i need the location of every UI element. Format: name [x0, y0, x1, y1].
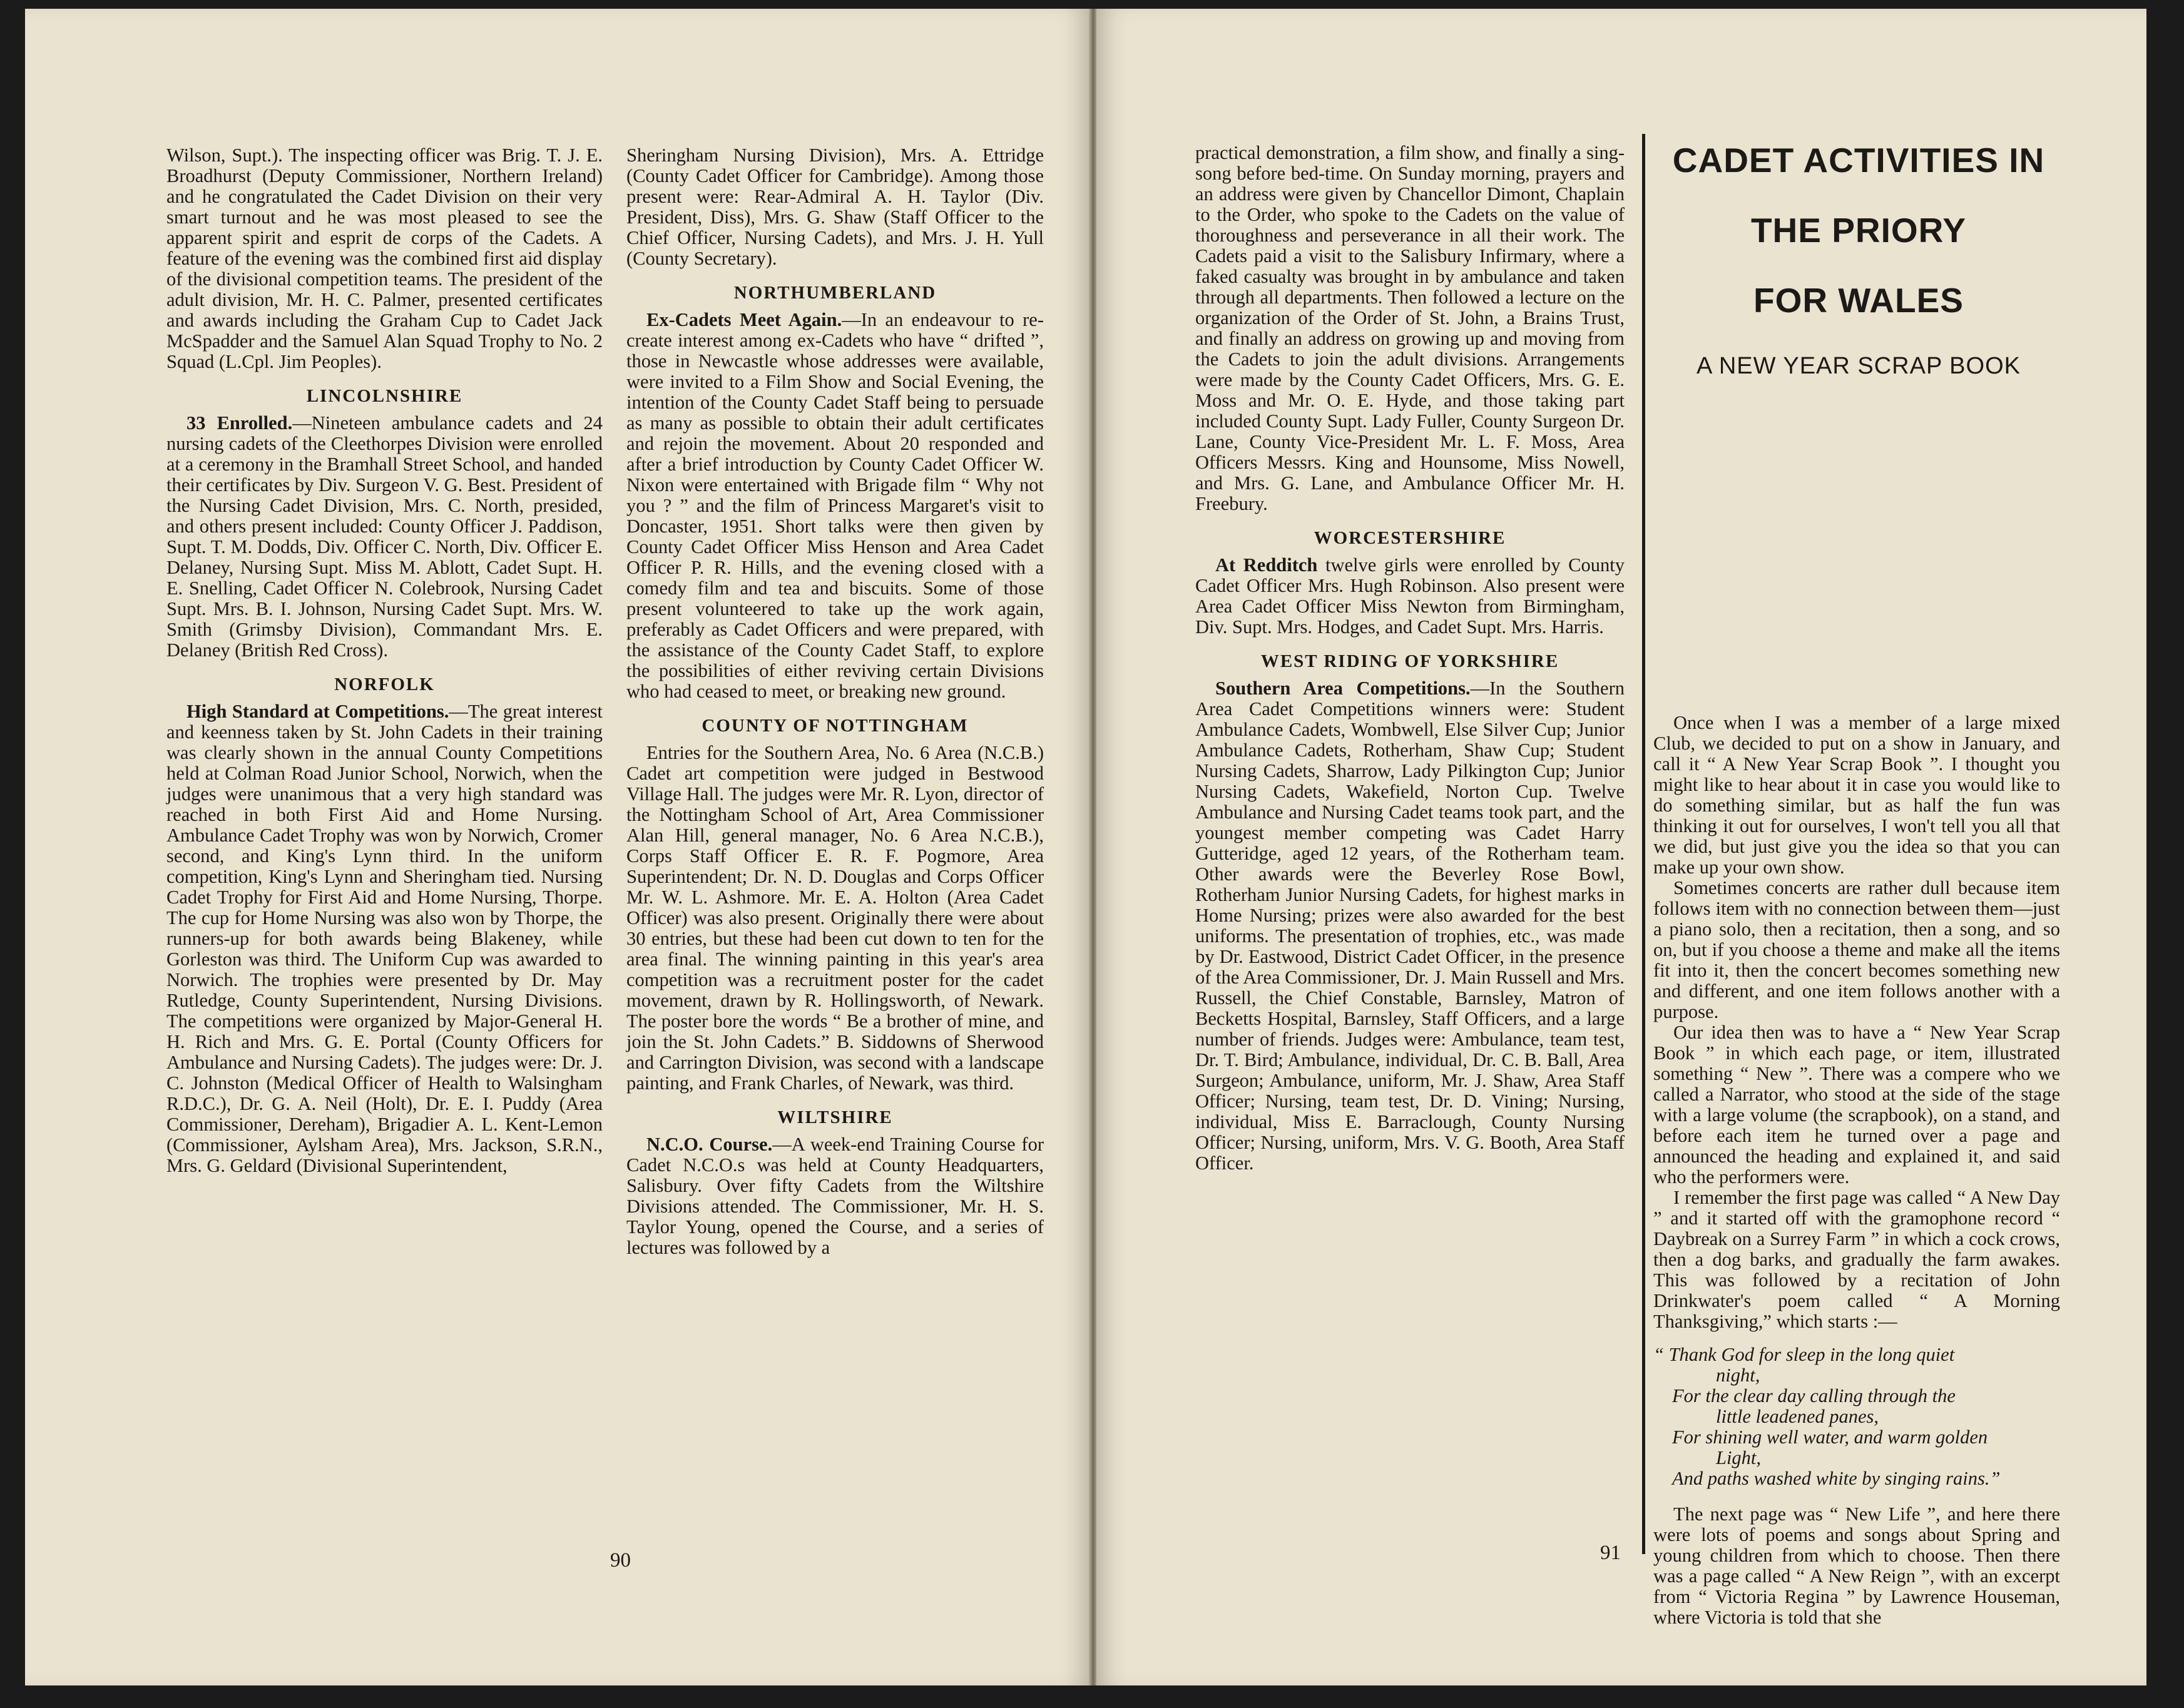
wiltshire-heading: WILTSHIRE	[777, 1107, 893, 1127]
poem-line: And paths washed white by singing rains.”	[1672, 1468, 2001, 1489]
right-column-1	[1195, 143, 1625, 1174]
magazine-spread	[25, 9, 2146, 1685]
poem-line: “ Thank God for sleep in the long quiet	[1653, 1344, 1955, 1365]
worcestershire-paragraph: At Redditch twelve girls were enrolled by County Cadet Officer Mrs. Hugh Robinson. Also present were Area Cadet Officer Miss Newton from Birmingham, Div. Supt. Mrs. Hodges, and Cadet Supt. Mrs. Harris.	[1195, 554, 1625, 638]
poem-line: Light,	[1716, 1447, 1762, 1468]
salisbury-paragraph: practical demonstration, a film show, and finally a sing-song before bed-time. On Sunday morning, prayers and an address were given by Chancellor Dimont, Chaplain to the Order, who spoke to the Cadets on the value of thoroughness and perseverance in all their work. The Cadets paid a visit to the Salisbury Infirmary, where a faked casualty was brought in by ambulance and taken through all departments. Then followed a lecture on the organization of the Order of St. John, a Brains Trust, and finally an address on growing up and moving from the Cadets to join the adult divisions. Arrangements were made by the County Cadet Officers, Mrs. G. E. Moss and Mr. O. E. Hyde, and those taking part included County Supt. Lady Fuller, County Surgeon Dr. Lane, County Vice-President Mr. L. F. Moss, Area Officers Messrs. King and Hounsome, Miss Nowell, and Mrs. G. Lane, and Ambulance Officer Mr. H. Freebury.	[1195, 142, 1625, 514]
northumberland-paragraph: Ex-Cadets Meet Again.—In an endeavour to re-create interest among ex-Cadets who have “ drifted ”, those in Newcastle whose addresses were available, were invited to a Film Show and Social Evening, the intention of the County Cadet Staff being to persuade as many as possible to obtain their adult certificates and rejoin the movement. About 20 responded and after a brief introduction by County Cadet Officer W. Nixon were entertained with Brigade film “ Why not you ? ” and the film of Princess Margaret's visit to Doncaster, 1951. Short talks were then given by County Cadet Officer Miss Henson and Area Cadet Officer P. R. Hills, and the evening closed with a comedy film and tea and biscuits. Some of those present volunteered to take up the work again, preferably as Cadet Officers and were prepared, with the assistance of the County Cadet Staff, to explore the possibilities of either reviving certain Divisions who had ceased to meet, or breaking new ground.	[626, 309, 1044, 702]
lincolnshire-heading: LINCOLNSHIRE	[306, 386, 463, 406]
poem-line: For the clear day calling through the	[1672, 1385, 1956, 1406]
yorkshire-heading: WEST RIDING OF YORKSHIRE	[1260, 651, 1559, 671]
feature-title-line-2: THE PRIORY	[1750, 211, 1967, 250]
page-number-right: 91	[1600, 1542, 1621, 1564]
feature-title-line-1: CADET ACTIVITIES IN	[1672, 141, 2045, 180]
norfolk-paragraph: High Standard at Competitions.—The great interest and keenness taken by St. John Cadets in their training was clearly shown in the annual County Competitions held at Colman Road Junior School, Norwich, when the judges were unanimous that a very high standard was reached in both First Aid and Home Nursing. Ambulance Cadet Trophy was won by Norwich, Cromer second, and King's Lynn third. In the uniform competition, King's Lynn and Sheringham tied. Nursing Cadet Trophy for First Aid and Home Nursing, Thorpe. The cup for Home Nursing was also won by Thorpe, the runners-up for both awards being Blakeney, while Gorleston was third. The Uniform Cup was awarded to Norwich. The trophies were presented by Dr. May Rutledge, County Superintendent, Nursing Divisions. The competitions were organized by Major-General H. H. Rich and Mrs. G. E. Portal (County Officers for Ambulance and Nursing Cadets). The judges were: Dr. J. C. Johnston (Medical Officer of Health to Walsingham R.D.C.), Dr. G. A. Neil (Holt), Dr. E. I. Puddy (Area Commissioner, Dereham), Brigadier A. L. Kent-Lemon (Commissioner, Aylsham Area), Mrs. Jackson, S.R.N., Mrs. G. Geldard (Divisional Superintendent,	[166, 701, 603, 1176]
left-column-1	[166, 145, 603, 1176]
nottingham-heading: COUNTY OF NOTTINGHAM	[702, 716, 969, 736]
left-column-2	[626, 145, 1044, 1258]
right-column-2	[1653, 713, 2060, 1628]
column-rule	[1642, 134, 1645, 1554]
feature-paragraph-1: Once when I was a member of a large mixed Club, we decided to put on a show in January, and call it “ A New Year Scrap Book ”. I thought you might like to hear about it in case you would like to do something similar, but as half the fun was thinking it out for ourselves, I won't tell you all that we did, but just give you the idea so that you can make up your own show.	[1653, 712, 2060, 878]
feature-title-line-3: FOR WALES	[1753, 281, 1964, 320]
poem-line: little leadened panes,	[1716, 1406, 1879, 1427]
northumberland-heading: NORTHUMBERLAND	[733, 283, 937, 303]
yorkshire-paragraph: Southern Area Competitions.—In the Southern Area Cadet Competitions winners were: Student Ambulance Cadets, Wombwell, Else Silver Cup; Junior Ambulance Cadets, Rotherham, Shaw Cup; Student Nursing Cadets, Sharrow, Lady Pilkington Cup; Junior Nursing Cadets, Wakefield, Norton Cup. Twelve Ambulance and Nursing Cadet teams took part, and the youngest member competing was Cadet Harry Gutteridge, aged 12 years, of the Rotherham team. Other awards were the Beverley Rose Bowl, Rotherham Junior Nursing Cadets, for highest marks in Home Nursing; prizes were also awarded for the best uniforms. The presentation of trophies, etc., was made by Dr. Eastwood, District Cadet Officer, in the presence of the Area Commissioner, Dr. J. Main Russell and Mrs. Russell, the Chief Constable, Barnsley, Matron of Becketts Hospital, Barnsley, Staff Officers, and a large number of friends. Judges were: Ambulance, team test, Dr. T. Bird; Ambulance, individual, Dr. C. B. Ball, Area Surgeon; Ambulance, uniform, Mr. J. Shaw, Area Staff Officer; Nursing, team test, Dr. D. Vining; Nursing, individual, Miss E. Barraclough, County Nursing Officer; Nursing, uniform, Mrs. V. G. Booth, Area Staff Officer.	[1195, 678, 1625, 1174]
feature-subtitle: A NEW YEAR SCRAP BOOK	[1697, 353, 2021, 379]
poem-line: For shining well water, and warm golden	[1672, 1426, 1988, 1448]
feature-paragraph-3: Our idea then was to have a “ New Year Scrap Book ” in which each page, or item, illustrated something “ New ”. There was a compere who we called a Narrator, who stood at the side of the stage with a large volume (the scrapbook), on a stand, and before each item he turned over a page and announced the heading and explained it, and said who the performers were.	[1653, 1022, 2060, 1187]
right-page	[1096, 9, 2146, 1685]
poem-excerpt	[1653, 1345, 2060, 1489]
feature-title-block	[1646, 140, 2071, 380]
page-number-left: 90	[610, 1549, 631, 1572]
worcestershire-heading: WORCESTERSHIRE	[1314, 528, 1506, 548]
feature-paragraph-2: Sometimes concerts are rather dull because item follows item with no connection between them—just a piano solo, then a recitation, then a song, and so on, but if you choose a theme and make all the items fit into it, then the concert becomes something new and different, and one item follows another with a purpose.	[1653, 877, 2060, 1022]
feature-paragraph-5: The next page was “ New Life ”, and here there were lots of poems and songs about Spring and young children from which to choose. Then there was a page called “ A New Reign ”, with an excerpt from “ Victoria Regina ” by Lawrence Houseman, where Victoria is told that she	[1653, 1503, 2060, 1628]
norfolk-heading: NORFOLK	[334, 674, 435, 694]
wiltshire-paragraph: N.C.O. Course.—A week-end Training Course for Cadet N.C.O.s was held at County Headquarters, Salisbury. Over fifty Cadets from the Wiltshire Divisions attended. The Commissioner, Mr. H. S. Taylor Young, opened the Course, and a series of lectures was followed by a	[626, 1134, 1044, 1258]
lincolnshire-paragraph: 33 Enrolled.—Nineteen ambulance cadets and 24 nursing cadets of the Cleethorpes Division were enrolled at a ceremony in the Bramhall Street School, and handed their certificates by Div. Surgeon V. G. Best. President of the Nursing Cadet Division, Mrs. C. North, presided, and others present included: County Officer J. Paddison, Supt. T. M. Dodds, Div. Officer C. North, Div. Officer E. Delaney, Nursing Supt. Miss M. Ablott, Cadet Supt. H. E. Snelling, Cadet Officer N. Colebrook, Nursing Cadet Supt. Mrs. B. I. Johnson, Nursing Cadet Supt. Mrs. W. Smith (Grimsby Division), Commandant Mrs. E. Delaney (British Red Cross).	[166, 412, 603, 661]
poem-line: night,	[1716, 1365, 1760, 1386]
left-page	[25, 9, 1090, 1685]
nottingham-paragraph: Entries for the Southern Area, No. 6 Area (N.C.B.) Cadet art competition were judged in Bestwood Village Hall. The judges were Mr. R. Lyon, director of the Nottingham School of Art, Area Commissioner Alan Hill, general manager, No. 6 Area N.C.B.), Corps Staff Officer E. R. F. Pogmore, Area Superintendent; Dr. N. D. Douglas and Corps Officer Mr. W. L. Ashmore. Mr. E. A. Holton (Area Cadet Officer) was also present. Originally there were about 30 entries, but these had been cut down to ten for the area final. The winning painting in this year's area competition was a recruitment poster for the cadet movement, drawn by R. Hollingsworth, of Newark. The poster bore the words “ Be a brother of mine, and join the St. John Cadets.” B. Siddowns of Sherwood and Carrington Division, was second with a landscape painting, and Frank Charles, of Newark, was third.	[626, 742, 1044, 1094]
feature-paragraph-4: I remember the first page was called “ A New Day ” and it started off with the gramophone record “ Daybreak on a Surrey Farm ” in which a cock crows, then a dog barks, and gradually the farm awakes. This was followed by a recitation of John Drinkwater's poem called “ A Morning Thanksgiving,” which starts :—	[1653, 1187, 2060, 1332]
wilson-paragraph: Wilson, Supt.). The inspecting officer was Brig. T. J. E. Broadhurst (Deputy Commissioner, Northern Ireland) and he congratulated the Cadet Division on their very smart turnout and he was most pleased to see the apparent spirit and esprit de corps of the Cadets. A feature of the evening was the combined first aid display of the divisional competition teams. The president of the adult division, Mr. H. C. Palmer, presented certificates and awards including the Graham Cup to Cadet Jack McSpadder and the Samuel Alan Squad Trophy to No. 2 Squad (L.Cpl. Jim Peoples).	[166, 145, 603, 372]
sheringham-paragraph: Sheringham Nursing Division), Mrs. A. Ettridge (County Cadet Officer for Cambridge). Among those present were: Rear-Admiral A. H. Taylor (Div. President, Diss), Mrs. G. Shaw (Staff Officer to the Chief Officer, Nursing Cadets), and Mrs. J. H. Yull (County Secretary).	[626, 145, 1044, 269]
